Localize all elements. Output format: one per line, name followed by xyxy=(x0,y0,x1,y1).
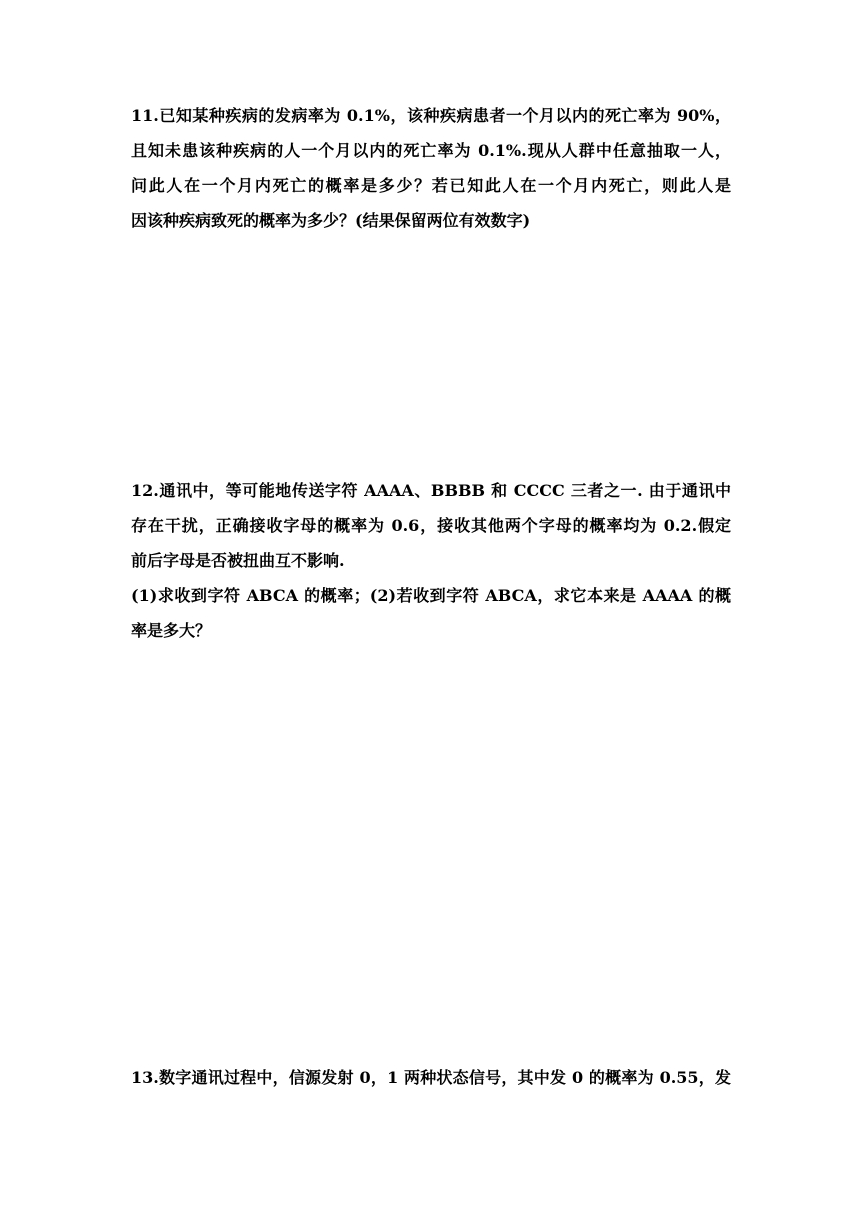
problem-text-line: 前后字母是否被扭曲互不影响. xyxy=(131,551,345,570)
problem-text-line: 12.通讯中，等可能地传送字符 AAAA、BBBB 和 CCCC 三者之一. 由于通讯中 xyxy=(131,481,731,500)
problem-text-line: 因该种疾病致死的概率为多少？(结果保留两位有效数字) xyxy=(131,211,531,230)
problem-text-line: 率是多大？ xyxy=(131,621,212,640)
problem-12 xyxy=(131,473,731,648)
problem-13 xyxy=(131,1060,731,1095)
problem-text-line: 且知未患该种疾病的人一个月以内的死亡率为 0.1%.现从人群中任意抽取一人， xyxy=(131,141,731,160)
problem-text-line: 11.已知某种疾病的发病率为 0.1%，该种疾病患者一个月以内的死亡率为 90%， xyxy=(131,106,731,125)
problem-text-line: 问此人在一个月内死亡的概率是多少？若已知此人在一个月内死亡，则此人是 xyxy=(131,176,731,195)
problem-text-line: 存在干扰，正确接收字母的概率为 0.6，接收其他两个字母的概率均为 0.2.假定 xyxy=(131,516,731,535)
problem-text-line: 13.数字通讯过程中，信源发射 0，1 两种状态信号，其中发 0 的概率为 0.55，发 xyxy=(131,1068,731,1087)
problem-11 xyxy=(131,98,731,238)
problem-text-line: (1)求收到字符 ABCA 的概率；(2)若收到字符 ABCA，求它本来是 AAAA 的概 xyxy=(131,586,731,605)
